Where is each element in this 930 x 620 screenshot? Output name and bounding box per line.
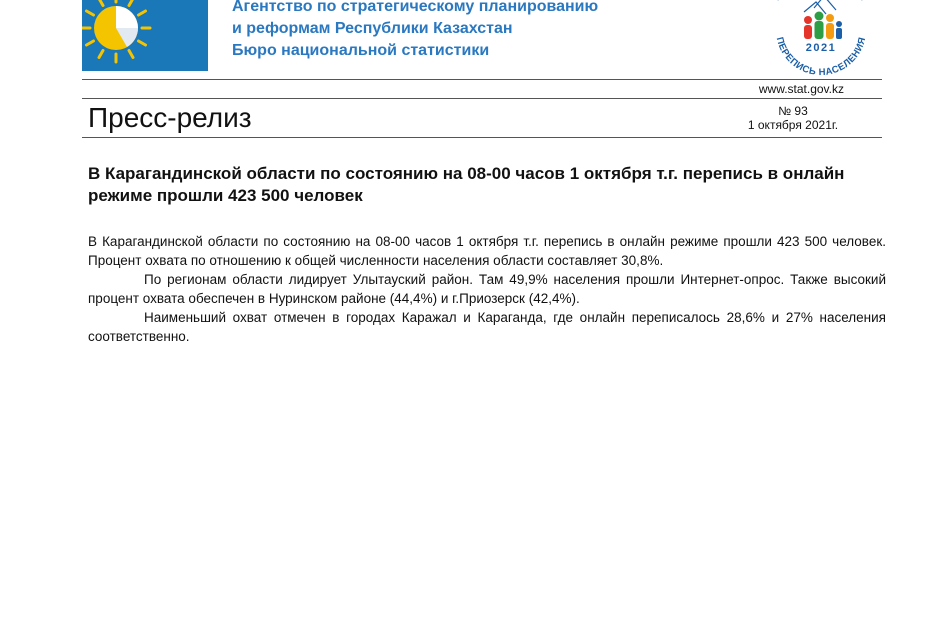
article-paragraph-1: В Карагандинской области по состоянию на 08-00 часов 1 октября т.г. перепись в онлайн режиме прошли 423 500 человек. Процент охвата по отношению к общей численности населения области составляет 30,8%. <box>88 234 886 268</box>
title-divider-bottom <box>82 137 882 138</box>
release-number: № 93 <box>778 104 808 118</box>
article-paragraph-3: Наименьший охват отмечен в городах Каражал и Караганда, где онлайн переписалось 28,6% и 27% населения соответственно. <box>88 310 886 344</box>
release-info <box>740 104 846 132</box>
website-link[interactable]: www.stat.gov.kz <box>758 82 844 96</box>
census-arc-text-path: ПЕРЕПИСЬ НАСЕЛЕНИЯ <box>773 35 869 79</box>
article-body <box>88 232 886 346</box>
header-divider <box>82 79 882 80</box>
agency-name <box>232 0 672 62</box>
agency-line-3: Бюро национальной статистики <box>232 42 490 59</box>
article-headline: В Карагандинской области по состоянию на 08-00 часов 1 октября т.г. перепись в онлайн режиме прошли 423 500 человек <box>88 164 845 205</box>
agency-line-1: Агентство по стратегическому планированию <box>232 0 599 15</box>
title-divider-top <box>82 98 882 99</box>
sun-logo-icon <box>82 0 208 71</box>
agency-logo <box>82 0 208 71</box>
release-date: 1 октября 2021г. <box>747 118 839 132</box>
page-title: Пресс-релиз <box>88 102 252 133</box>
census-year: 2021 <box>805 42 837 54</box>
census-logo <box>756 0 886 82</box>
agency-line-2: и реформам Республики Казахстан <box>232 20 513 37</box>
article-paragraph-2: По регионам области лидирует Улытауский район. Там 49,9% населения прошли Интернет-опрос. Также высокий процент охвата обеспечен в Нуринском районе (44,4%) и г.Приозерск (42,4%). <box>88 272 886 306</box>
census-family-icon <box>756 0 886 82</box>
